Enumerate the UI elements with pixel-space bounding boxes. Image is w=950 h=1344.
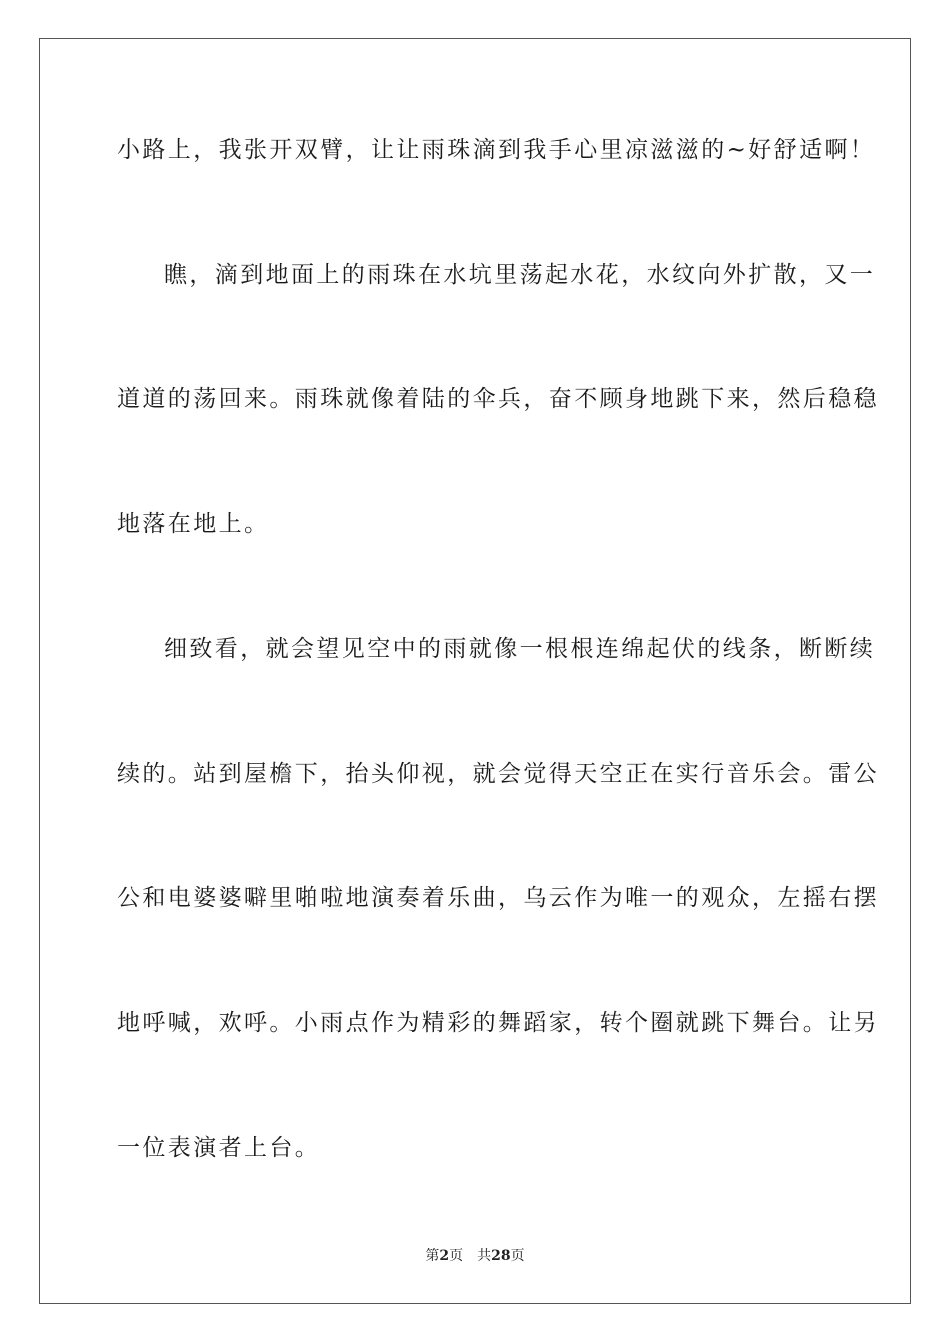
text-line-2: 瞧，滴到地面上的雨珠在水坑里荡起水花，水纹向外扩散，又一 xyxy=(164,262,876,288)
text-line-1: 小路上，我张开双臂，让让雨珠滴到我手心里凉滋滋的~好舒适啊！ xyxy=(117,137,876,163)
text-line-9: 一位表演者上台。 xyxy=(117,1135,321,1161)
text-line-8: 地呼喊，欢呼。小雨点作为精彩的舞蹈家，转个圈就跳下舞台。让另 xyxy=(117,1010,879,1036)
page-suffix: 页 xyxy=(449,1248,464,1264)
total-suffix: 页 xyxy=(510,1248,525,1264)
page-footer xyxy=(0,1247,950,1265)
text-line-7: 公和电婆婆噼里啪啦地演奏着乐曲，乌云作为唯一的观众，左摇右摆 xyxy=(117,885,879,911)
text-line-5: 细致看，就会望见空中的雨就像一根根连绵起伏的线条，断断续 xyxy=(164,636,876,662)
page-number: 2 xyxy=(439,1248,450,1264)
total-pages: 28 xyxy=(491,1248,511,1264)
text-line-4: 地落在地上。 xyxy=(117,511,270,537)
total-prefix: 共 xyxy=(477,1248,492,1264)
text-line-3: 道道的荡回来。雨珠就像着陆的伞兵，奋不顾身地跳下来，然后稳稳 xyxy=(117,386,879,412)
text-line-6: 续的。站到屋檐下，抬头仰视，就会觉得天空正在实行音乐会。雷公 xyxy=(117,761,879,787)
page-prefix: 第 xyxy=(425,1248,440,1264)
page-border xyxy=(39,38,911,1304)
